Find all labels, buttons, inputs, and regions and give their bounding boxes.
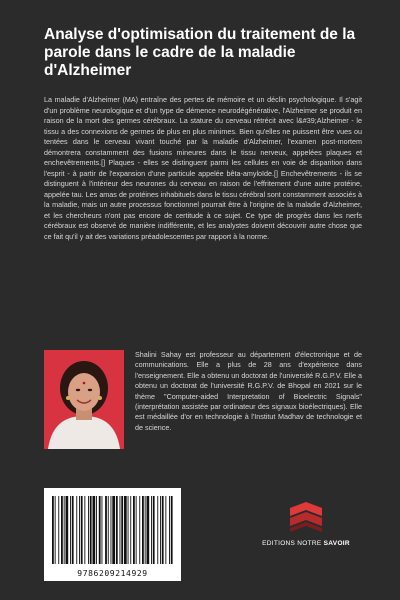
- barcode-bar: [52, 496, 54, 564]
- barcode-bar: [72, 496, 74, 564]
- barcode-bar: [111, 496, 112, 564]
- barcode-bar: [171, 496, 173, 564]
- barcode-bar: [139, 496, 140, 564]
- barcode-bar: [133, 496, 135, 564]
- book-title: Analyse d'optimisation du traitement de la parole dans le cadre de la maladie d'Alzheimer: [44, 26, 356, 79]
- barcode-bar: [99, 496, 101, 564]
- barcode-bar: [169, 496, 170, 564]
- barcode-bar: [66, 496, 69, 564]
- barcode-bar: [108, 496, 109, 564]
- barcode-bar: [121, 496, 123, 564]
- author-portrait-image: [44, 350, 124, 449]
- barcode-bar: [157, 496, 158, 564]
- barcode-bar: [136, 496, 137, 564]
- barcode-bar: [58, 496, 59, 564]
- isbn-barcode: [44, 488, 181, 581]
- publisher-book-icon: [286, 498, 326, 536]
- barcode-bar: [120, 496, 121, 564]
- barcode-bar: [165, 496, 166, 564]
- book-description: La maladie d'Alzheimer (MA) entraîne des pertes de mémoire et un déclin psychologique. Il s'agit d'un problème neurologique et d'un type de démence neurodégénérative, l'Alzheimer se produit en raison de la mort des germes cérébraux. La stature du cerveau rétrécit avec l&#39;Alzheimer - le tissu a des connexions de germes de plus en plus minimes. Bien qu'elles ne puissent être vues ou tentées dans le cerveau vivant touché par la maladie d'Alzheimer, l'examen post-mortem démontrera constamment des fusions mineures dans le tissu nerveux, appelées plaques et enchevêtrements.[] Plaques - elles se distinguent parmi les cellules en voie de disparition dans l'esprit - à partir de l'expansion d'une particule appelée bêta-amyloïde.[] Enchevêtrements - ils se distinguent à l'intérieur des neurones du cerveau en raison de l'effritement d'une autre protéine, appelée tau. Les amas de protéines inhabituels dans le tissu cérébral sont constamment associés à la maladie, mais un autre processus fonctionnel pourrait être à l'origine de la maladie d'Alzheimer, et les chercheurs n'ont pas encore de certitude à ce sujet. Ce type de progrès dans les nerfs cérébraux est observé de manière indifférente, et les analystes doivent découvrir autre chose que ce fait qu'il y ait des variations préadolescentes par rapport à la norme.: [44, 95, 362, 241]
- barcode-bar: [96, 496, 97, 564]
- barcode-bar: [102, 496, 103, 564]
- author-photo: [44, 350, 124, 449]
- barcode-bar: [151, 496, 152, 564]
- barcode-bar: [81, 496, 83, 564]
- barcode-bar: [145, 496, 146, 564]
- publisher-logo: [256, 498, 356, 568]
- barcode-bar: [116, 496, 118, 564]
- barcode-bar: [124, 496, 127, 564]
- barcode-bar: [128, 496, 129, 564]
- barcode-bar: [76, 496, 77, 564]
- barcode-bar: [147, 496, 150, 564]
- author-bio: Shalini Sahay est professeur au département d'électronique et de communications. Elle a plus de 28 ans d'expérience dans l'enseignement. Elle a obtenu un doctorat de l'université R.G.P.V. Elle a obtenu un doctorat de l'université R.G.P.V. de Bhopal en 2021 sur le thème "Computer-aided Interpretation of Bioelectric Signals" (interprétation assistée par ordinateur des signaux bioélectriques). Elle est médaillée d'or en technologie à l'Institut Madhav de technologie et de science.: [135, 350, 362, 432]
- publisher-name: EDITIONS NOTRE SAVOIR: [262, 540, 350, 547]
- barcode-bar: [79, 496, 80, 564]
- barcode-bar: [84, 496, 85, 564]
- barcode-bars: [44, 488, 181, 568]
- barcode-bar: [160, 496, 161, 564]
- barcode-bar: [70, 496, 71, 564]
- barcode-bar: [130, 496, 131, 564]
- barcode-bar: [61, 496, 63, 564]
- barcode-bar: [162, 496, 164, 564]
- barcode-bar: [112, 496, 115, 564]
- barcode-bar: [90, 496, 92, 564]
- barcode-bar: [93, 496, 96, 564]
- barcode-bar: [105, 496, 107, 564]
- barcode-bar: [142, 496, 144, 564]
- barcode-number: 9786209214929: [77, 569, 148, 578]
- barcode-bar: [153, 496, 155, 564]
- barcode-bar: [88, 496, 89, 564]
- barcode-bar: [55, 496, 56, 564]
- barcode-bar: [64, 496, 65, 564]
